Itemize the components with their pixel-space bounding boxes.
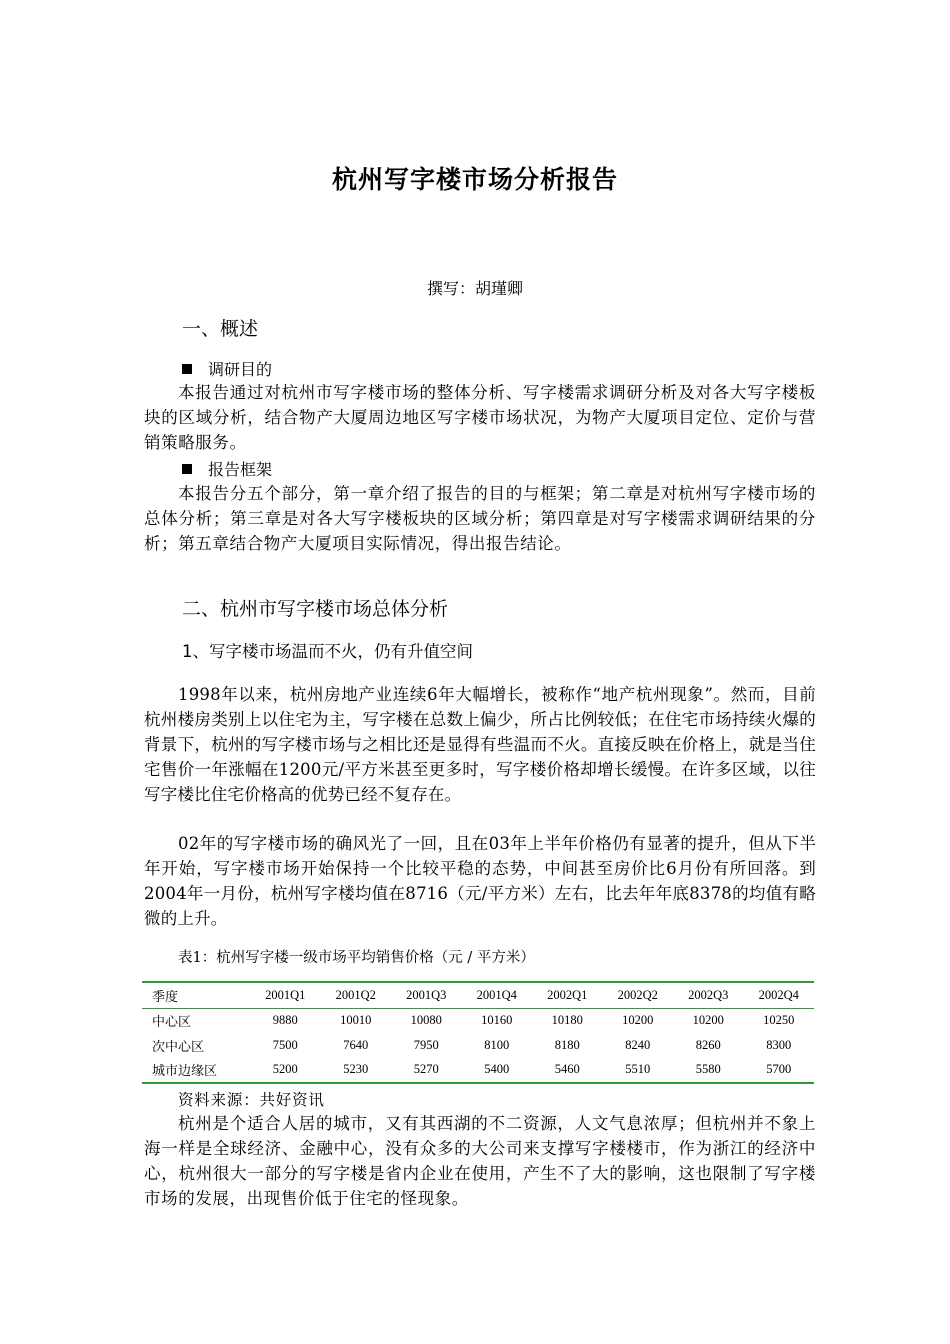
row-label-cell: 城市边缘区 [152, 1064, 218, 1080]
square-bullet-icon [182, 364, 192, 374]
table-cell: 5700 [766, 1062, 792, 1077]
table-cell: 10250 [763, 1013, 795, 1028]
header-cell: 2002Q4 [758, 987, 799, 1002]
bullet-report-framework [182, 457, 272, 480]
table-cell: 5270 [413, 1062, 439, 1077]
table-cell: 7950 [413, 1037, 439, 1052]
data-source-note: 资料来源：共好资讯 [178, 1091, 325, 1109]
square-bullet-icon [182, 464, 192, 474]
document-title: 杭州写字楼市场分析报告 [331, 165, 618, 194]
table-cell: 5510 [625, 1062, 651, 1077]
header-cell: 2002Q3 [688, 987, 729, 1002]
bullet-research-purpose [182, 357, 272, 380]
header-cell: 季度 [152, 989, 179, 1005]
table-cell: 8300 [766, 1037, 792, 1052]
section-heading-market-analysis: 二、杭州市写字楼市场总体分析 [182, 598, 449, 620]
table-cell: 10010 [340, 1013, 372, 1028]
table-cell: 5580 [695, 1062, 721, 1077]
table-cell: 8240 [625, 1037, 651, 1052]
bullet-label: 报告框架 [208, 460, 273, 479]
paragraph-market-overview: 1998年以来，杭州房地产业连续6年大幅增长，被称作“地产杭州现象”。然而，目前杭州楼房类别上以住宅为主，写字楼在总数上偏少，所占比例较低；在住宅市场持续火爆的背景下，杭州的写字楼市场与之相比还是显得有些温而不火。直接反映在价格上，就是当住宅售价一年涨幅在1200元/平方米甚至更多时，写字楼价格却增长缓慢。在许多区域，以往写字楼比住宅价格高的优势已经不复存在。 [144, 685, 816, 804]
paragraph-report-framework: 本报告分五个部分，第一章介绍了报告的目的与框架；第二章是对杭州写字楼市场的总体分析；第三章是对各大写字楼板块的区域分析；第四章是对写字楼需求调研结果的分析；第五章结合物产大厦项目实际情况，得出报告结论。 [144, 484, 816, 553]
paragraph-price-trend: 02年的写字楼市场的确风光了一回，且在03年上半年价格仍有显著的提升，但从下半年开始，写字楼市场开始保持一个比较平稳的态势，中间甚至房价比6月份有所回落。到2004年一月份，杭州写字楼均值在8716（元/平方米）左右，比去年年底8378的均值有略微的上升。 [144, 834, 816, 928]
table-caption: 表1：杭州写字楼一级市场平均销售价格（元 / 平方米） [178, 950, 535, 966]
subsection-heading: 1、写字楼市场温而不火，仍有升值空间 [182, 642, 473, 661]
paragraph-research-purpose: 本报告通过对杭州市写字楼市场的整体分析、写字楼需求调研分析及对各大写字楼板块的区域分析，结合物产大厦周边地区写字楼市场状况，为物产大厦项目定位、定价与营销策略服务。 [144, 383, 816, 452]
row-label-cell: 中心区 [152, 1015, 192, 1031]
table-cell: 7500 [272, 1037, 298, 1052]
table-cell: 8260 [695, 1037, 721, 1052]
price-table [142, 981, 814, 1084]
table-header-row [142, 982, 814, 1008]
table-cell: 8180 [554, 1037, 580, 1052]
section-heading-overview: 一、概述 [182, 318, 259, 340]
table-cell: 8100 [484, 1037, 510, 1052]
table-cell: 10180 [551, 1013, 583, 1028]
table-row [142, 1033, 814, 1058]
header-cell: 2001Q1 [265, 987, 306, 1002]
header-cell: 2001Q4 [476, 987, 517, 1002]
header-cell: 2002Q2 [617, 987, 658, 1002]
table-cell: 5200 [272, 1062, 298, 1077]
header-cell: 2001Q3 [406, 987, 447, 1002]
table-cell: 9880 [272, 1013, 298, 1028]
header-cell: 2001Q2 [335, 987, 376, 1002]
table-cell: 10200 [622, 1013, 654, 1028]
table-row [142, 1058, 814, 1084]
header-cell: 2002Q1 [547, 987, 588, 1002]
table-cell: 5460 [554, 1062, 580, 1077]
table-row [142, 1008, 814, 1033]
table-cell: 5400 [484, 1062, 510, 1077]
table-cell: 5230 [343, 1062, 369, 1077]
author-line: 撰写：胡瑾卿 [426, 279, 523, 298]
table-cell: 10200 [692, 1013, 724, 1028]
paragraph-hangzhou-context: 杭州是个适合人居的城市，又有其西湖的不二资源，人文气息浓厚；但杭州并不象上海一样是全球经济、金融中心，没有众多的大公司来支撑写字楼楼市，作为浙江的经济中心，杭州很大一部分的写字楼是省内企业在使用，产生不了大的影响，这也限制了写字楼市场的发展，出现售价低于住宅的怪现象。 [144, 1114, 816, 1208]
row-label-cell: 次中心区 [152, 1039, 205, 1055]
bullet-label: 调研目的 [208, 360, 273, 379]
table-cell: 10160 [481, 1013, 513, 1028]
table-cell: 7640 [343, 1037, 369, 1052]
table-cell: 10080 [410, 1013, 442, 1028]
